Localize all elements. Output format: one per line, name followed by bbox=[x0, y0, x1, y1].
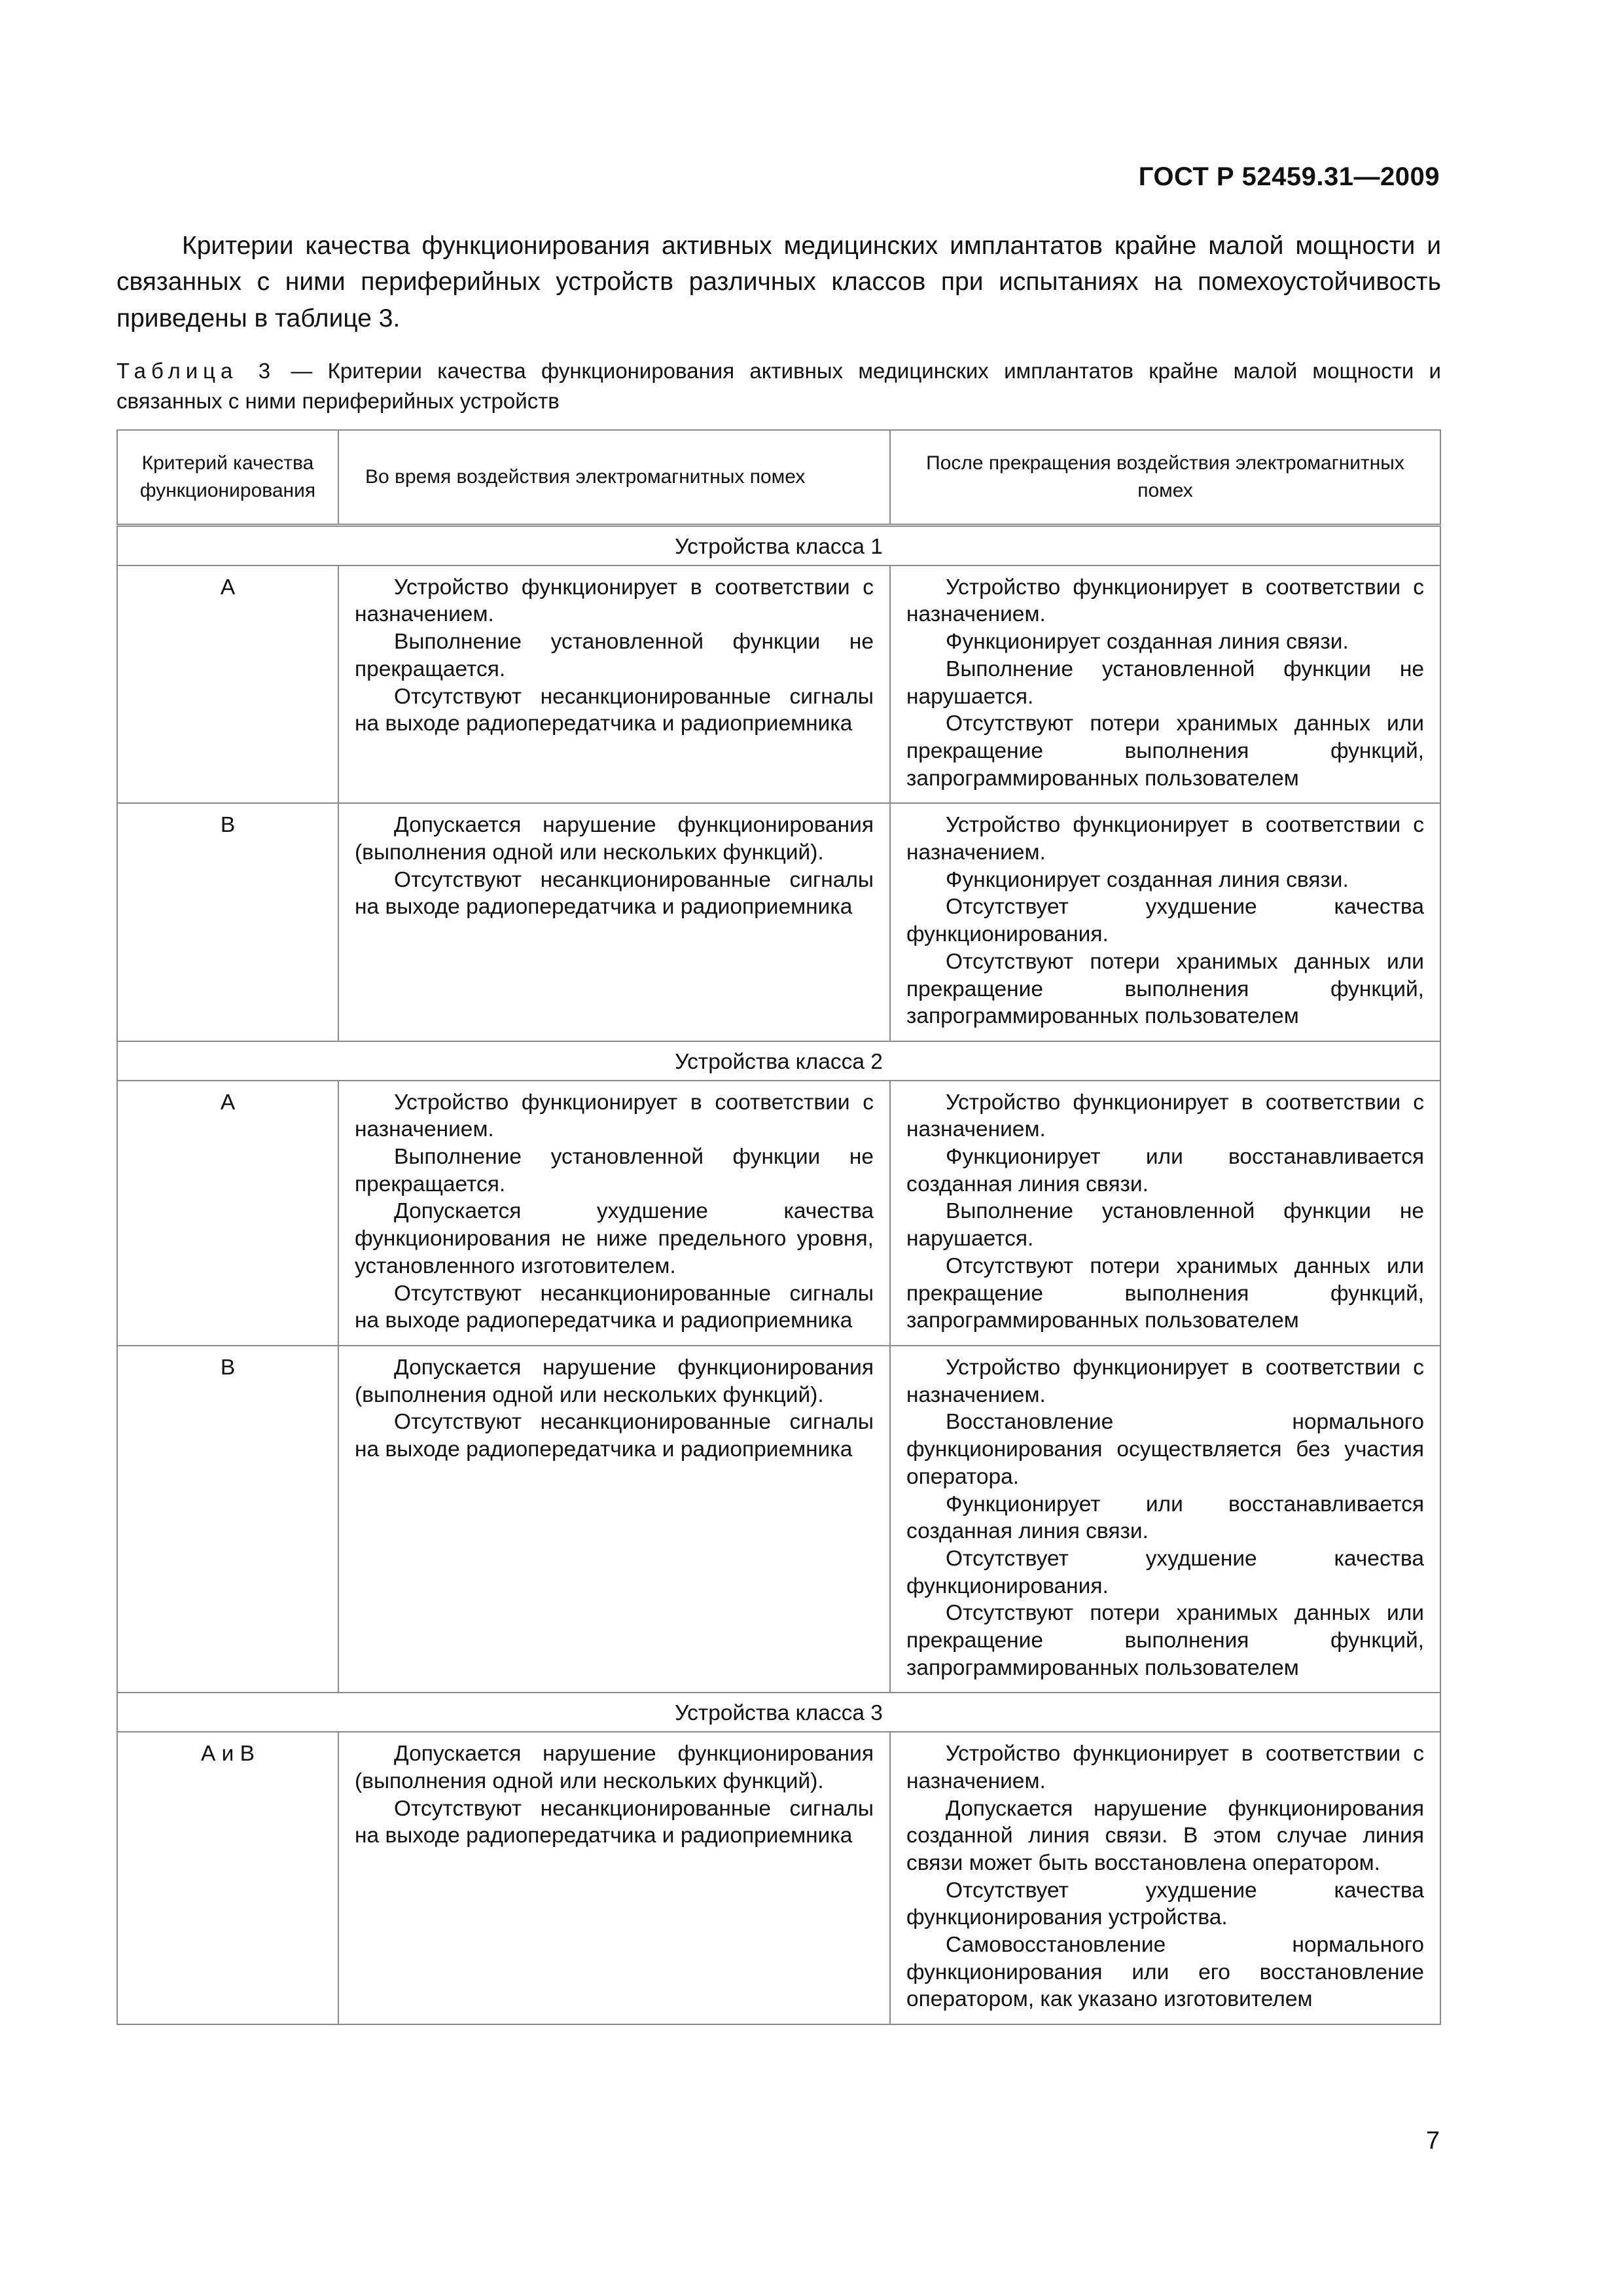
after-cell bbox=[890, 1081, 1440, 1346]
during-paragraph: Выполнение установленной функции не прекращается. bbox=[355, 1145, 874, 1196]
after-paragraph: Отсутствует ухудшение качества функционирования устройства. bbox=[906, 1878, 1424, 1930]
table-row bbox=[117, 1346, 1440, 1693]
intro-paragraph: Критерии качества функционирования активных медицинских имплантатов крайне малой мощности и связанных с ними периферийных устройств различных классов при испытаниях на помехоустойчивость приведены в таблице 3. bbox=[116, 232, 1441, 332]
after-paragraph: Выполнение установленной функции не нарушается. bbox=[906, 656, 1424, 709]
after-paragraph: Отсутствуют потери хранимых данных или прекращение выполнения функций, запрограммированных пользователем bbox=[906, 711, 1424, 791]
after-paragraph: Отсутствуют потери хранимых данных или прекращение выполнения функций, запрограммированных пользователем bbox=[906, 949, 1424, 1029]
after-paragraph: Функционирует созданная линия связи. bbox=[946, 630, 1349, 655]
after-paragraph: Восстановление нормального функционирования осуществляется без участия оператора. bbox=[906, 1410, 1424, 1489]
after-paragraph: Выполнение установленной функции не нарушается. bbox=[906, 1199, 1424, 1251]
after-paragraph: Отсутствуют потери хранимых данных или прекращение выполнения функций, запрограммированных пользователем bbox=[906, 1253, 1424, 1333]
table-caption bbox=[116, 356, 1441, 416]
class-group-title: Устройства класса 3 bbox=[117, 1693, 1440, 1732]
header-after: После прекращения воздействия электромагнитных помех bbox=[890, 430, 1440, 526]
after-cell bbox=[890, 803, 1440, 1041]
table-row bbox=[117, 1732, 1440, 2024]
table-caption-text: — Критерии качества функционирования активных медицинских имплантатов крайне малой мощности и связанных с ними периферийных устройств bbox=[116, 359, 1441, 413]
table-row bbox=[117, 803, 1440, 1041]
after-paragraph: Устройство функционирует в соответствии с назначением. bbox=[906, 1742, 1424, 1793]
after-paragraph: Допускается нарушение функционирования созданной линия связи. В этом случае линия связи может быть восстановлена оператором. bbox=[906, 1796, 1424, 1875]
after-paragraph: Устройство функционирует в соответствии с назначением. bbox=[906, 575, 1424, 627]
during-paragraph: Отсутствуют несанкционированные сигналы на выходе радиопередатчика и радиоприемника bbox=[355, 684, 874, 736]
during-paragraph: Допускается ухудшение качества функционирования не ниже предельного уровня, установленного изготовителем. bbox=[355, 1199, 874, 1278]
criterion-cell: В bbox=[117, 803, 338, 1041]
after-paragraph: Отсутствуют потери хранимых данных или прекращение выполнения функций, запрограммированных пользователем bbox=[906, 1601, 1424, 1680]
page-number: 7 bbox=[1425, 2127, 1440, 2155]
document-code: ГОСТ Р 52459.31—2009 bbox=[1138, 162, 1440, 191]
during-paragraph: Устройство функционирует в соответствии с назначением. bbox=[355, 1090, 874, 1142]
during-paragraph: Отсутствуют несанкционированные сигналы на выходе радиопередатчика и радиоприемника bbox=[355, 1410, 874, 1462]
after-paragraph: Самовосстановление нормального функционирования или его восстановление оператором, как указано изготовителем bbox=[906, 1933, 1424, 2012]
during-paragraph: Допускается нарушение функционирования (выполнения одной или нескольких функций). bbox=[355, 1742, 874, 1793]
criteria-table bbox=[116, 429, 1441, 2025]
class-group-row bbox=[117, 1041, 1440, 1081]
during-paragraph: Отсутствуют несанкционированные сигналы на выходе радиопередатчика и радиоприемника bbox=[355, 1796, 874, 1848]
table-body bbox=[117, 526, 1440, 2025]
criterion-cell: А bbox=[117, 1081, 338, 1346]
after-paragraph: Устройство функционирует в соответствии с назначением. bbox=[906, 813, 1424, 865]
criterion-cell: А bbox=[117, 565, 338, 804]
after-cell bbox=[890, 1732, 1440, 2024]
after-cell bbox=[890, 1346, 1440, 1693]
during-cell bbox=[338, 1081, 890, 1346]
during-cell bbox=[338, 1346, 890, 1693]
during-paragraph: Допускается нарушение функционирования (выполнения одной или нескольких функций). bbox=[355, 813, 874, 865]
table-row bbox=[117, 1081, 1440, 1346]
class-group-row bbox=[117, 1693, 1440, 1732]
during-cell bbox=[338, 803, 890, 1041]
during-paragraph: Устройство функционирует в соответствии с назначением. bbox=[355, 575, 874, 627]
class-group-title: Устройства класса 2 bbox=[117, 1041, 1440, 1081]
table-header-row bbox=[117, 430, 1440, 526]
during-paragraph: Выполнение установленной функции не прекращается. bbox=[355, 630, 874, 681]
after-paragraph: Отсутствует ухудшение качества функционирования. bbox=[906, 895, 1424, 947]
class-group-row bbox=[117, 526, 1440, 565]
table-row bbox=[117, 565, 1440, 804]
after-paragraph: Функционирует или восстанавливается созданная линия связи. bbox=[906, 1492, 1424, 1544]
after-paragraph: Отсутствует ухудшение качества функционирования. bbox=[906, 1546, 1424, 1598]
after-paragraph: Функционирует или восстанавливается созданная линия связи. bbox=[906, 1145, 1424, 1196]
after-paragraph: Функционирует созданная линия связи. bbox=[946, 867, 1349, 892]
after-paragraph: Устройство функционирует в соответствии с назначением. bbox=[906, 1090, 1424, 1142]
header-during: Во время воздействия электромагнитных помех bbox=[338, 430, 890, 526]
during-paragraph: Отсутствуют несанкционированные сигналы на выходе радиопередатчика и радиоприемника bbox=[355, 867, 874, 920]
after-cell bbox=[890, 565, 1440, 804]
during-cell bbox=[338, 565, 890, 804]
during-paragraph: Допускается нарушение функционирования (выполнения одной или нескольких функций). bbox=[355, 1355, 874, 1407]
header-criterion: Критерий качества функционирования bbox=[117, 430, 338, 526]
during-cell bbox=[338, 1732, 890, 2024]
criterion-cell: А и В bbox=[117, 1732, 338, 2024]
criterion-cell: В bbox=[117, 1346, 338, 1693]
table-caption-label: Таблица 3 bbox=[116, 359, 276, 383]
after-paragraph: Устройство функционирует в соответствии с назначением. bbox=[906, 1355, 1424, 1407]
during-paragraph: Отсутствуют несанкционированные сигналы на выходе радиопередатчика и радиоприемника bbox=[355, 1281, 874, 1333]
class-group-title: Устройства класса 1 bbox=[117, 526, 1440, 565]
